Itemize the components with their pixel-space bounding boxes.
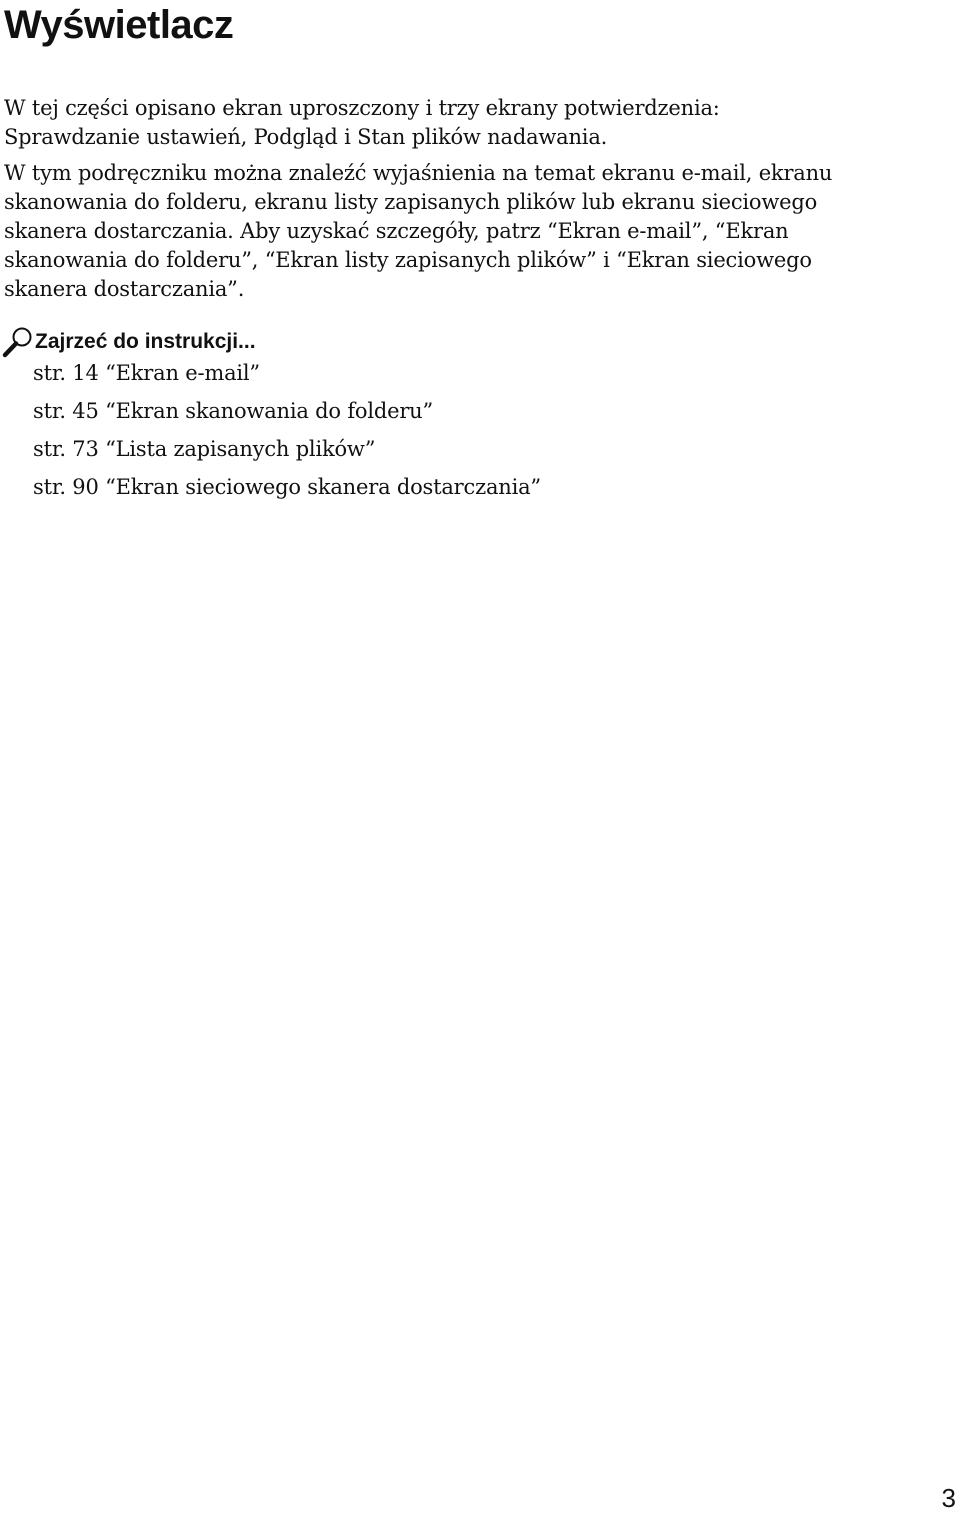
paragraph-line: Sprawdzanie ustawień, Podgląd i Stan plików nadawania. — [4, 125, 608, 149]
reference-item[interactable]: str. 14 “Ekran e-mail” — [33, 361, 260, 385]
reference-list — [33, 359, 541, 511]
paragraph-line: W tej części opisano ekran uproszczony i trzy ekrany potwierdzenia: — [4, 96, 720, 120]
paragraph-line: W tym podręczniku można znaleźć wyjaśnienia na temat ekranu e-mail, ekranu — [4, 161, 833, 185]
reference-item[interactable]: str. 45 “Ekran skanowania do folderu” — [33, 399, 434, 423]
paragraph-line: skanowania do folderu, ekranu listy zapisanych plików lub ekranu sieciowego — [4, 190, 818, 214]
paragraph-line: skanowania do folderu”, “Ekran listy zapisanych plików” i “Ekran sieciowego — [4, 248, 812, 272]
details-paragraph — [4, 159, 949, 304]
reference-heading-label: Zajrzeć do instrukcji... — [35, 330, 256, 353]
page-title: Wyświetlacz — [4, 3, 234, 47]
paragraph-line: skanera dostarczania. Aby uzyskać szczegóły, patrz “Ekran e-mail”, “Ekran — [4, 219, 789, 243]
intro-paragraph — [4, 94, 949, 152]
reference-item[interactable]: str. 73 “Lista zapisanych plików” — [33, 437, 376, 461]
paragraph-line: skanera dostarczania”. — [4, 277, 245, 301]
reference-item[interactable]: str. 90 “Ekran sieciowego skanera dostarczania” — [33, 475, 541, 499]
reference-heading — [2, 322, 256, 362]
page-number: 3 — [941, 1483, 956, 1513]
magnifier-icon — [2, 326, 34, 358]
